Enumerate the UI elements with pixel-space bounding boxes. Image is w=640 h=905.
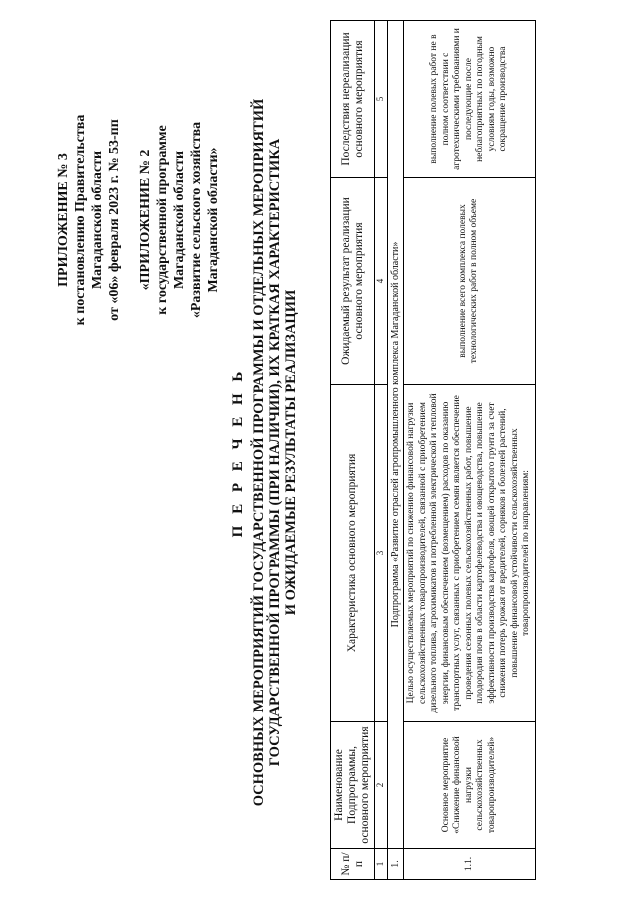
title-line: ОСНОВНЫХ МЕРОПРИЯТИЙ ГОСУДАРСТВЕННОЙ ПРОГРАММЫ И ОТДЕЛЬНЫХ МЕРОПРИЯТИЙ — [251, 98, 267, 807]
header-cell-result: Ожидаемый результат реализации основного мероприятия — [331, 178, 375, 385]
appendix-ref-line: Магаданской области — [90, 150, 105, 290]
appendix-number-2: «ПРИЛОЖЕНИЕ № 2 — [138, 149, 153, 291]
measures-table — [330, 20, 536, 880]
column-number: 5 — [375, 21, 388, 178]
table-row — [404, 21, 536, 880]
row-number: 1.1. — [404, 849, 536, 880]
table-header-row — [331, 21, 375, 880]
column-number: 1 — [375, 849, 388, 880]
column-number: 3 — [375, 385, 388, 722]
appendix-ref-line: Магаданской области» — [206, 147, 221, 293]
column-number-row — [375, 21, 388, 880]
appendix-header — [55, 30, 222, 410]
title-perechen: П Е Р Е Ч Е Н Ь — [230, 367, 246, 538]
appendix-ref-line: Магаданской области — [172, 150, 187, 290]
row-name: Основное мероприятие «Снижение финансовой нагрузки сельскохозяйственных товаропроизводителей» — [404, 722, 536, 849]
title-line: ГОСУДАРСТВЕННОЙ ПРОГРАММЫ (ПРИ НАЛИЧИИ), ИХ КРАТКАЯ ХАРАКТЕРИСТИКА — [267, 138, 283, 767]
row-result: выполнение всего комплекса полевых технологических работ в полном объеме — [404, 178, 536, 385]
document-title — [230, 30, 299, 875]
subprogram-title: Подпрограмма «Развитие отраслей агропромышленного комплекса Магаданской области» — [387, 21, 404, 849]
row-description: Целью осуществляемых мероприятий по снижению финансовой нагрузки сельскохозяйственных товаропроизводителей, связанной с приобретением дизельного топлива, агрохимикатов и потребленной электрической и тепловой энергии, финансовым обеспечением (возмещением) расходов по оказанию транспортных услуг, связанных с приобретением семян является обеспечение проведения сезонных полевых сельскохозяйственных работ, повышение плодородия почв в области картофелеводства и овощеводства, повышение эффективности производства картофеля, овощей открытого грунта за счет снижения потерь урожая от вредителей, сорняков и болезней растений, повышение финансовой устойчивости сельскохозяйственных товаропроизводителей по направлениям: — [404, 385, 536, 722]
appendix-ref-line: «Развитие сельского хозяйства — [189, 121, 204, 319]
appendix-date: от «06» февраля 2023 г. № 53-пп — [107, 119, 122, 321]
header-cell-number: № п/п — [331, 849, 375, 880]
header-cell-name: Наименование Подпрограммы, основного мероприятия — [331, 722, 375, 849]
appendix-ref-line: к государственной программе — [155, 125, 170, 315]
appendix-number: ПРИЛОЖЕНИЕ № 3 — [56, 153, 71, 287]
column-number: 4 — [375, 178, 388, 385]
row-consequence: выполнение полевых работ не в полном соответствии с агротехническими требованиями и последующие после неблагоприятных по погодным условиям годы, возможно сокращение производства — [404, 21, 536, 178]
header-cell-consequence: Последствия нереализации основного мероприятия — [331, 21, 375, 178]
title-line: И ОЖИДАЕМЫЕ РЕЗУЛЬТАТЫ РЕАЛИЗАЦИИ — [283, 289, 299, 616]
subprogram-number: 1. — [387, 849, 404, 880]
column-number: 2 — [375, 722, 388, 849]
appendix-ref-line: к постановлению Правительства — [73, 114, 88, 326]
header-cell-description: Характеристика основного мероприятия — [331, 385, 375, 722]
subprogram-row — [387, 21, 404, 880]
